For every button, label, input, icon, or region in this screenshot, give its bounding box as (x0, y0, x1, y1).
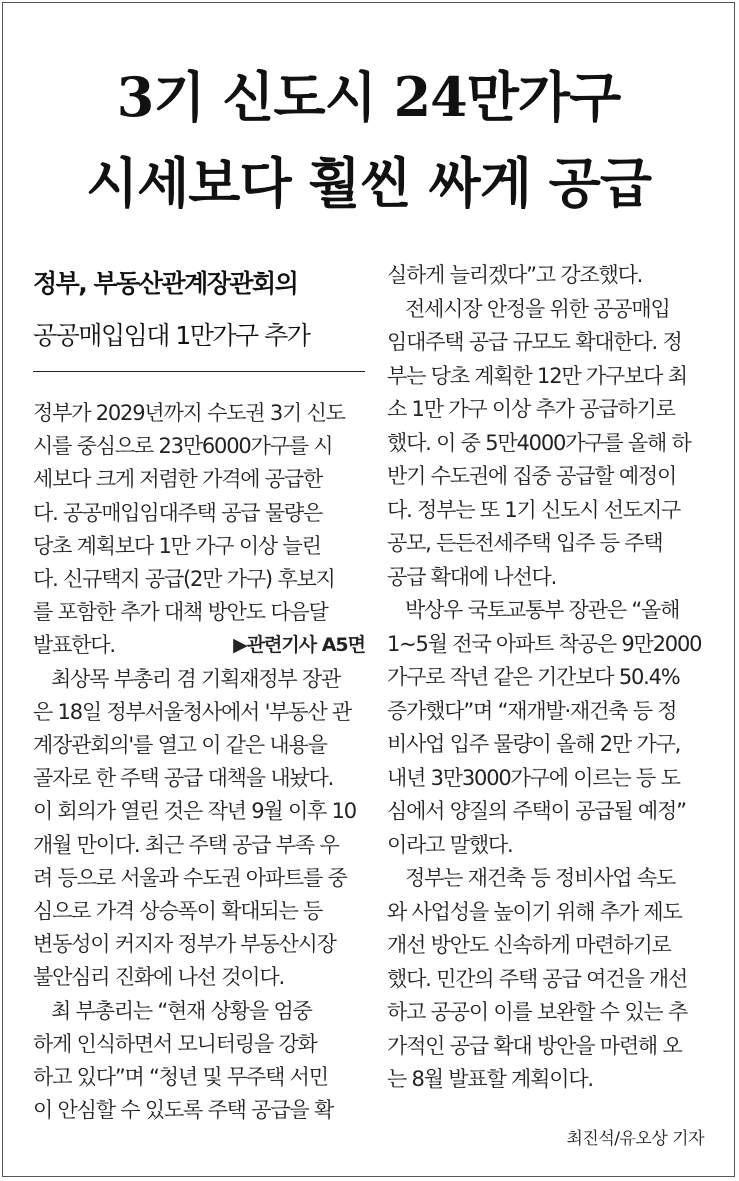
body-text-line: 다. 신규택지 공급(2만 가구) 후보지 (33, 567, 335, 591)
body-text-line: 소 1만 가구 이상 추가 공급하기로 (387, 397, 675, 421)
body-text-line: 세보다 크게 저렴한 가격에 공급한 (33, 467, 323, 492)
body-text-line: 반기 수도권에 집중 공급할 예정이 (387, 464, 677, 488)
body-text-line: 변동성이 커지자 정부가 부동산시장 (33, 932, 336, 957)
body-text-line: 증가했다”며 “재개발·재건축 등 정 (387, 698, 677, 723)
body-text-line: 임대주택 공급 규모도 확대한다. 정 (387, 330, 682, 354)
body-text-line: 다. 정부는 또 1기 신도시 선도지구 (387, 497, 681, 522)
body-text-line: 가구로 작년 같은 기간보다 50.4% (387, 665, 680, 689)
body-text-line: 심에서 양질의 주택이 공급될 예정” (387, 799, 686, 823)
body-text-line: 계장관회의'를 열고 이 같은 내용을 (33, 733, 327, 757)
body-text-line: 최상목 부총리 겸 기획재정부 장관 (51, 666, 341, 691)
body-text-line: 은 18일 정부서울청사에서 '부동산 관 (33, 699, 351, 724)
body-text-line: 를 포함한 추가 대책 방안도 다음달 (33, 600, 328, 625)
byline: 최진석/유오상 기자 (566, 1129, 704, 1149)
body-text-line: 하게 인식하면서 모니터링을 강화 (33, 1031, 317, 1056)
body-text-line: 전세시장 안정을 위한 공공매입 (405, 296, 670, 321)
subheadline-divider (33, 371, 365, 372)
subheadline-line-2: 공공매입임대 1만가구 추가 (33, 321, 310, 350)
body-text-line: 발표한다. (33, 633, 115, 658)
body-text-line: 골자로 한 주택 공급 대책을 내놨다. (33, 766, 334, 791)
body-text-line: 했다. 이 중 5만4000가구를 올해 하 (387, 430, 691, 455)
body-text-line: 1~5월 전국 아파트 착공은 9만2000 (387, 631, 702, 656)
body-text-line: 하고 공공이 이를 보완할 수 있는 추 (387, 1000, 688, 1024)
body-text-line: 부는 당초 계획한 12만 가구보다 최 (387, 363, 687, 388)
body-text-line: 이 회의가 열린 것은 작년 9월 이후 10 (33, 799, 356, 824)
body-text-line: 이 안심할 수 있도록 주택 공급을 확 (33, 1098, 334, 1123)
body-text-line: 이라고 말했다. (387, 832, 513, 857)
body-text-line: 박상우 국토교통부 장관은 “올해 (405, 598, 680, 622)
headline-line-2: 시세보다 훨씬 싸게 공급 (85, 151, 652, 215)
body-text-line: 심으로 가격 상승폭이 확대되는 등 (33, 899, 323, 923)
body-text-line: 와 사업성을 높이기 위해 추가 제도 (387, 899, 682, 924)
body-text-line: 정부가 2029년까지 수도권 3기 신도 (33, 401, 345, 425)
body-text-line: 하고 있다”며 “청년 및 무주택 서민 (33, 1065, 328, 1089)
body-text-line: 다. 공공매입임대주택 공급 물량은 (33, 500, 323, 525)
body-text-line: 정부는 재건축 등 정비사업 속도 (405, 866, 676, 890)
body-text-line: 공모, 든든전세주택 입주 등 주택 (387, 531, 663, 555)
headline-line-1: 3기 신도시 24만가구 (116, 65, 621, 129)
body-text-line: 공급 확대에 나선다. (387, 564, 557, 589)
body-text-line: 려 등으로 서울과 수도권 아파트를 중 (33, 865, 347, 890)
related-article-reference: ▶관련기사 A5면 (233, 634, 365, 657)
body-text-line: 당초 계획보다 1만 가구 이상 늘린 (33, 533, 321, 558)
body-text-line: 최 부총리는 “현재 상황을 엄중 (51, 998, 312, 1023)
body-text-line: 개선 방안도 신속하게 마련하기로 (387, 933, 671, 957)
article-page (2, 2, 735, 1177)
body-text-line: 불안심리 진화에 나선 것이다. (33, 965, 284, 990)
body-text-line: 개월 만이다. 최근 주택 공급 부족 우 (33, 832, 339, 857)
body-text-line: 가적인 공급 확대 방안을 마련해 오 (387, 1033, 682, 1058)
body-text-line: 내년 3만3000가구에 이르는 등 도 (387, 765, 680, 790)
subheadline-line-1: 정부, 부동산관계장관회의 (33, 269, 298, 298)
body-text-line: 시를 중심으로 23만6000가구를 시 (33, 434, 333, 459)
body-text-line: 실하게 늘리겠다”고 강조했다. (387, 263, 643, 287)
body-text-line: 는 8월 발표할 계획이다. (387, 1067, 593, 1091)
body-text-line: 했다. 민간의 주택 공급 여건을 개선 (387, 966, 688, 991)
body-text-line: 비사업 입주 물량이 올해 2만 가구, (387, 732, 681, 756)
